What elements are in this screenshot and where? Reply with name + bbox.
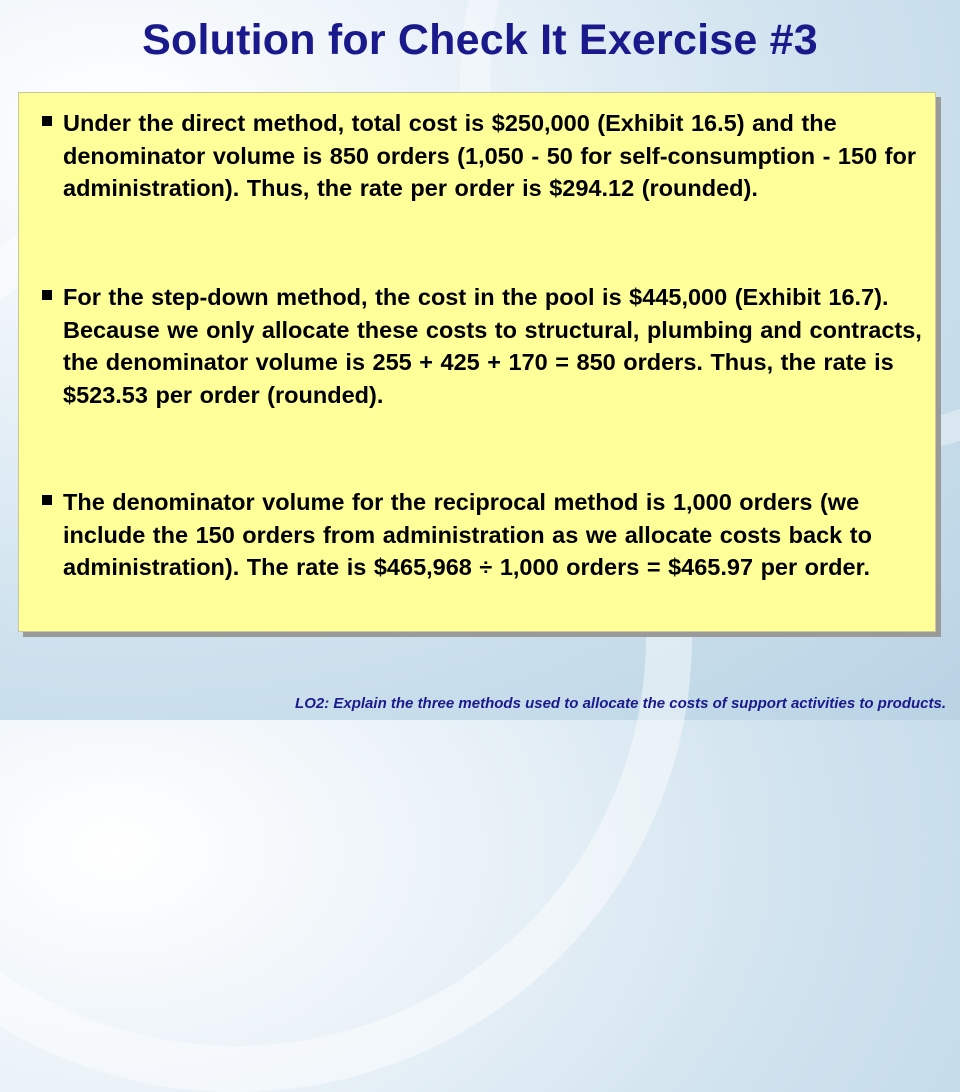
square-bullet-icon: [42, 495, 52, 505]
bullet-text: The denominator volume for the reciprocal method is 1,000 orders (we include the 150 orders from administration as we allocate costs back to administration). The rate is $465,968 ÷ 1,000 orders = $465.97 per order.: [63, 489, 872, 580]
slide-title: Solution for Check It Exercise #3: [142, 16, 818, 64]
bullet-text: For the step-down method, the cost in the pool is $445,000 (Exhibit 16.7). Because we only allocate these costs to structural, plumbing and contracts, the denominator volume is 255 + 425 + 170 = 850 orders. Thus, the rate is $523.53 per order (rounded).: [63, 284, 922, 408]
content-box: [18, 92, 936, 632]
square-bullet-icon: [42, 116, 52, 126]
bullet-text: Under the direct method, total cost is $250,000 (Exhibit 16.5) and the denominator volume is 850 orders (1,050 - 50 for self-consumption - 150 for administration). Thus, the rate per order is $294.12 (rounded).: [63, 110, 916, 201]
learning-objective-footer: LO2: Explain the three methods used to allocate the costs of support activities to products.: [295, 695, 946, 712]
square-bullet-icon: [42, 290, 52, 300]
